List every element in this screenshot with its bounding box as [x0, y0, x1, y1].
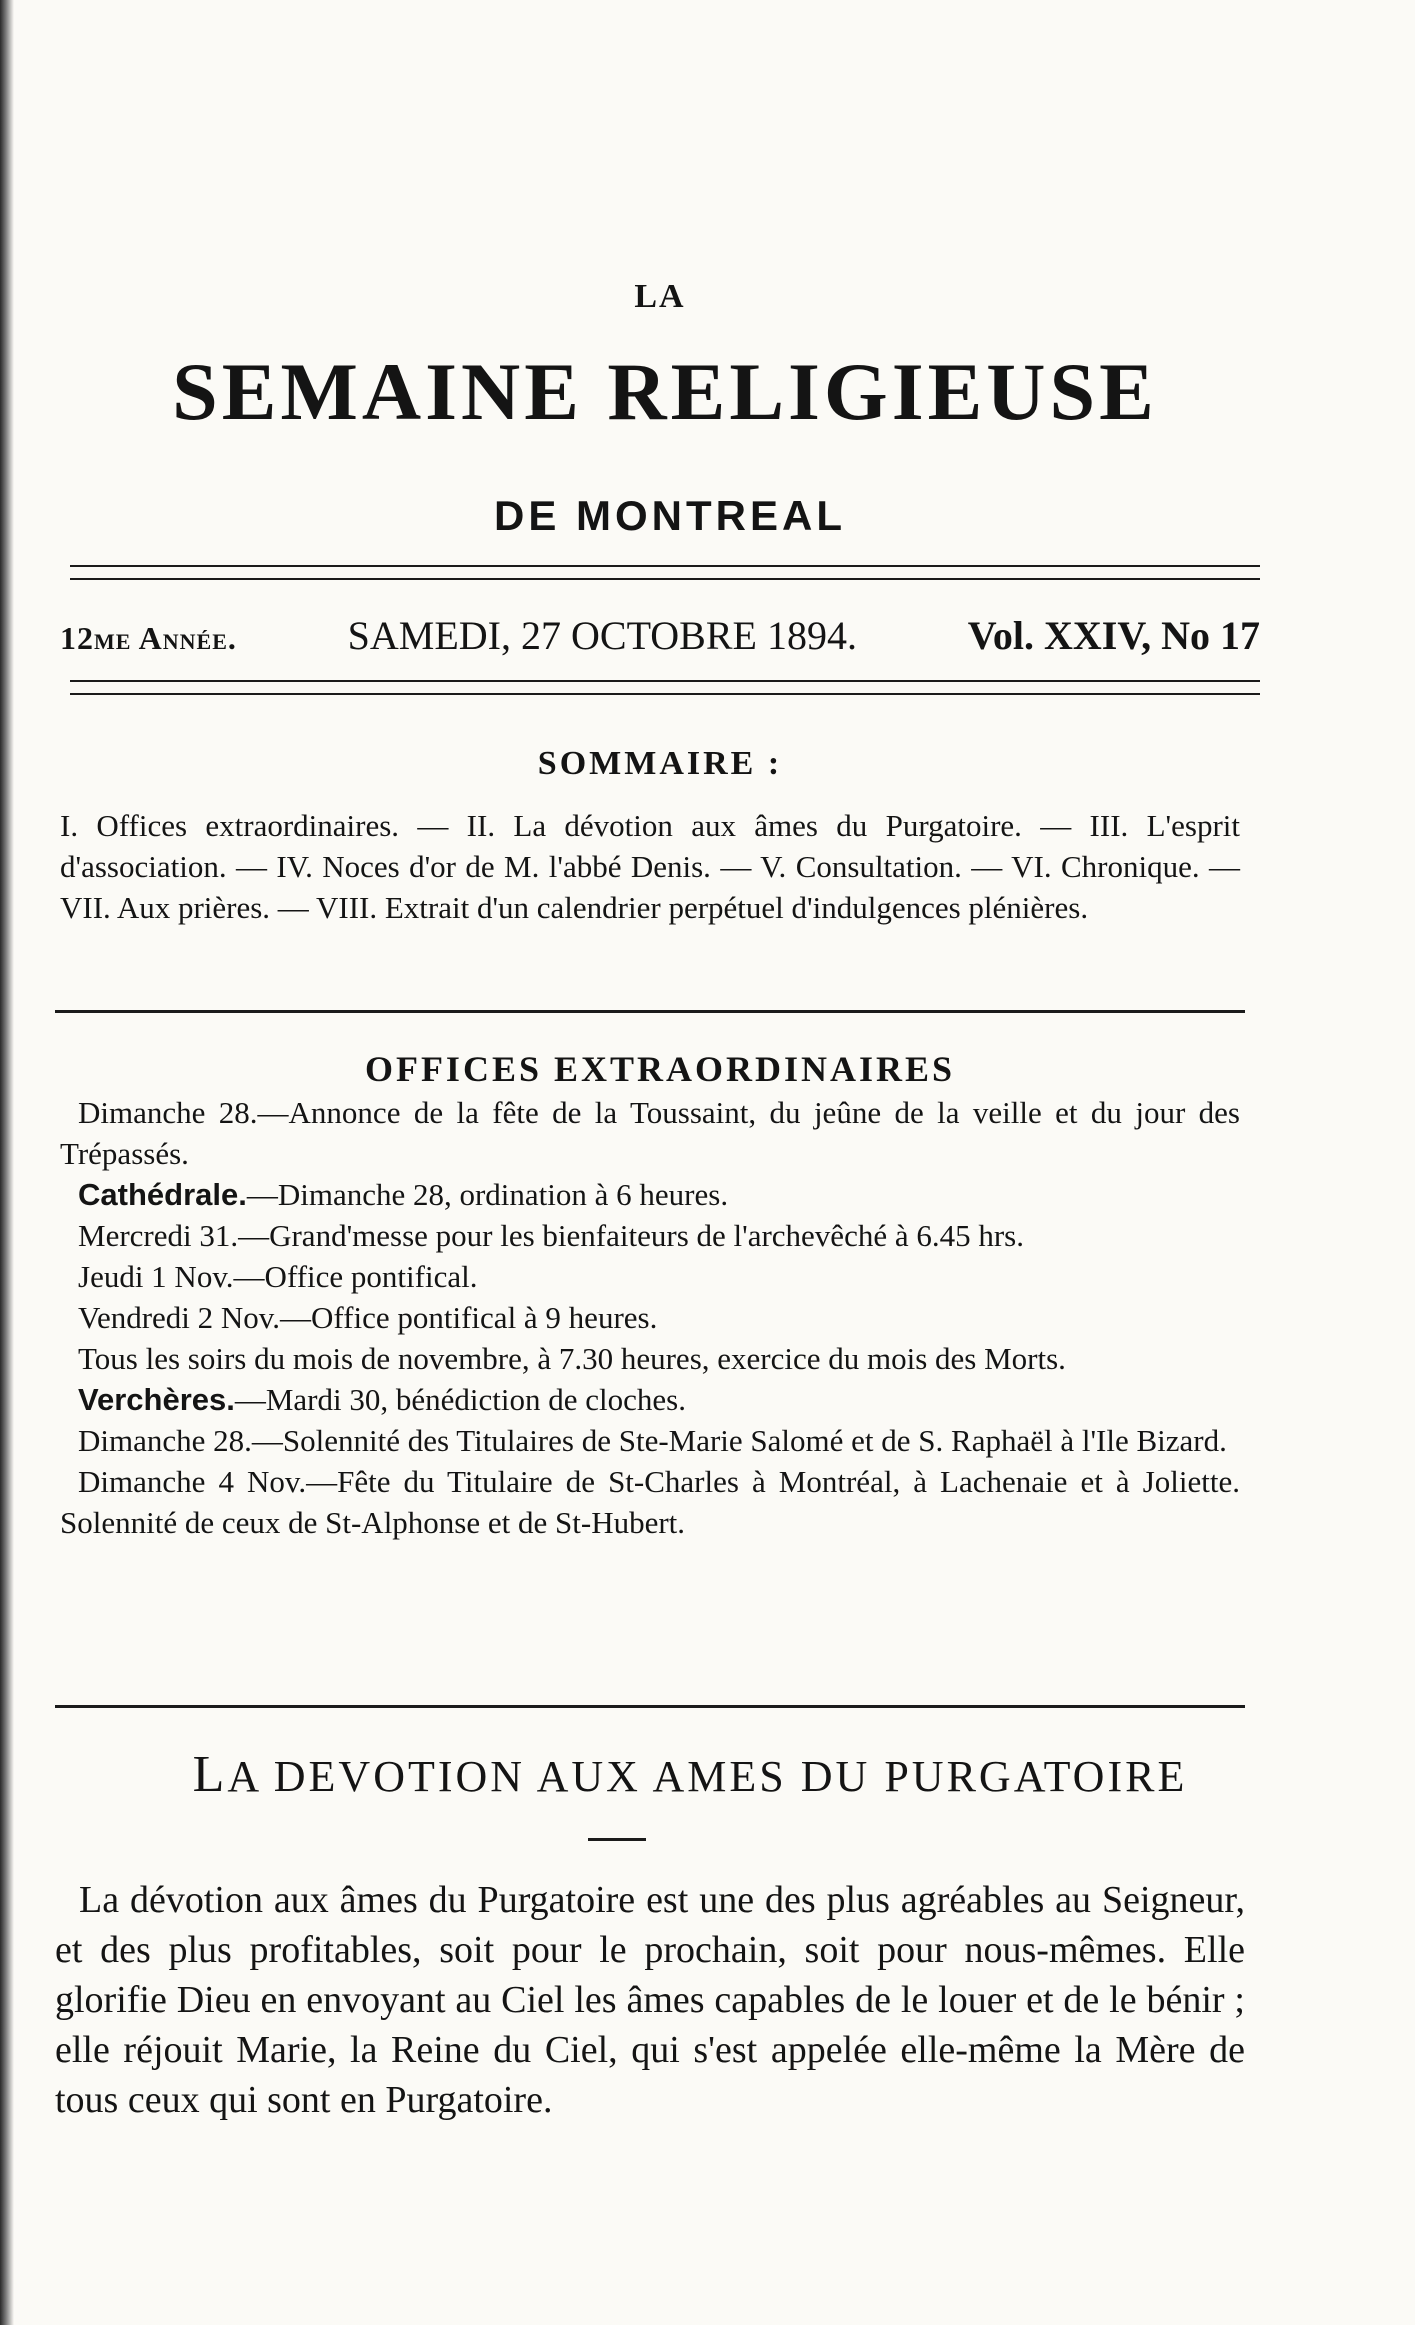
masthead-rule-top [70, 565, 1260, 567]
devotion-body [55, 1875, 1245, 2125]
offices-list [60, 1092, 1240, 1543]
devotion-heading [80, 1745, 1300, 1804]
office-entry: Vendredi 2 Nov.—Office pontifical à 9 heures. [78, 1300, 658, 1335]
issue-volume: Vol. XXIV, No 17 [967, 613, 1260, 658]
devotion-paragraph: La dévotion aux âmes du Purgatoire est une des plus agréables au Seigneur, et des plus profitables, soit pour le prochain, soit pour nous-mêmes. Elle glorifie Dieu en envoyant au Ciel les âmes capables de le louer et de le bénir ; elle réjouit Marie, la Reine du Ciel, qui s'est appelée elle-même la Mère de tous ceux qui sont en Purgatoire. [55, 1879, 1245, 2121]
offices-heading: OFFICES EXTRAORDINAIRES [364, 1049, 956, 1089]
office-entry: Dimanche 28.—Annonce de la fête de la Toussaint, du jeûne de la veille et du jour des Trépassés. [60, 1095, 1240, 1171]
office-entry: Mercredi 31.—Grand'messe pour les bienfaiteurs de l'archevêché à 6.45 hrs. [78, 1218, 1024, 1253]
office-entry: Tous les soirs du mois de novembre, à 7.30 heures, exercice du mois des Morts. [78, 1341, 1066, 1376]
devotion-heading-rest: A DEVOTION AUX AMES DU PURGATOIRE [227, 1752, 1188, 1801]
sommaire-rule [55, 1010, 1245, 1013]
office-entry: Jeudi 1 Nov.—Office pontifical. [78, 1259, 478, 1294]
masthead-article: LA [634, 278, 686, 315]
office-entry: Verchères.—Mardi 30, bénédiction de cloches. [78, 1382, 686, 1417]
issue-rule-bottom [70, 693, 1260, 695]
office-entry: Dimanche 28.—Solennité des Titulaires de Ste-Marie Salomé et de S. Raphaël à l'Ile Bizard. [78, 1423, 1227, 1458]
masthead-title: SEMAINE RELIGIEUSE [172, 346, 1158, 437]
masthead-subtitle: DE MONTREAL [494, 492, 846, 539]
devotion-heading-initial: L [192, 1746, 228, 1803]
sommaire-text: I. Offices extraordinaires. — II. La dévotion aux âmes du Purgatoire. — III. L'esprit d'association. — IV. Noces d'or de M. l'abbé Denis. — V. Consultation. — VI. Chronique. — VII. Aux prières. — VIII. Extrait d'un calendrier perpétuel d'indulgences plénières. [60, 808, 1240, 925]
office-entry: Cathédrale.—Dimanche 28, ordination à 6 heures. [78, 1177, 729, 1212]
issue-year: 12me Année. [60, 620, 237, 656]
offices-rule [55, 1705, 1245, 1708]
issue-line [60, 612, 1260, 659]
sommaire-heading: SOMMAIRE : [537, 745, 783, 782]
issue-date: SAMEDI, 27 OCTOBRE 1894. [347, 613, 857, 658]
page-binding-edge [0, 0, 14, 2325]
office-entry: Dimanche 4 Nov.—Fête du Titulaire de St-Charles à Montréal, à Lachenaie et à Joliette. Solennité de ceux de St-Alphonse et de St-Hubert. [60, 1464, 1240, 1540]
masthead-rule-bottom [70, 578, 1260, 580]
issue-rule-top [70, 680, 1260, 682]
section-dash [588, 1838, 646, 1841]
